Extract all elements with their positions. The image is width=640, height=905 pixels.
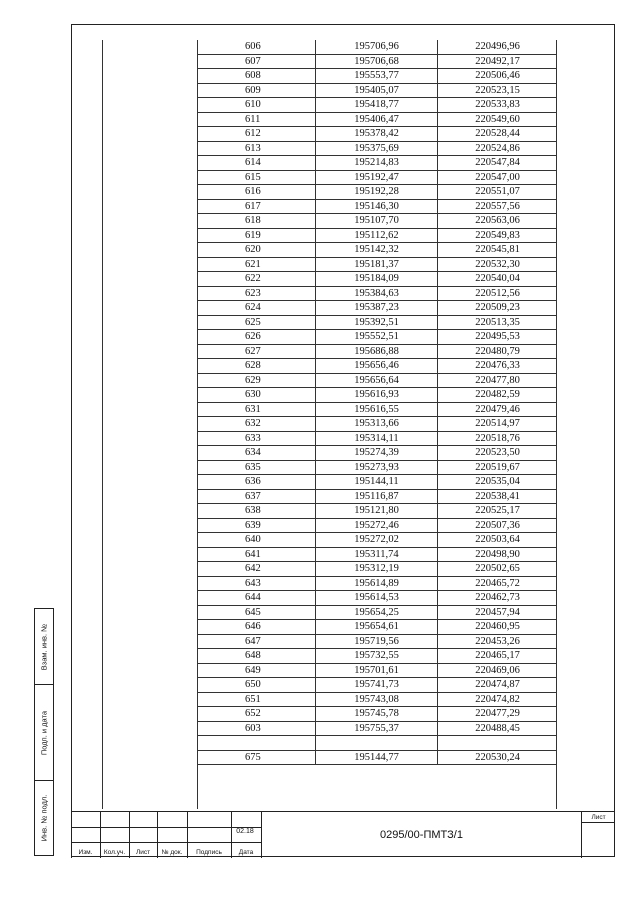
table-row [197,229,557,244]
x-coordinate-cell: 195384,63 [315,287,437,301]
point-number-cell: 633 [245,432,261,444]
point-number-cell: 621 [245,258,261,270]
table-row [197,620,557,635]
x-coordinate-cell: 195184,09 [315,272,437,286]
x-coordinate-cell: 195706,96 [315,40,437,54]
point-number-cell: 651 [245,693,261,705]
point-number-cell: 647 [245,635,261,647]
y-coordinate-cell: 220480,79 [437,345,557,359]
stamp-label-data: Дата [238,849,254,856]
point-number-cell: 644 [245,592,261,603]
y-coordinate-cell: 220502,65 [437,562,557,576]
point-number-cell: 617 [245,200,261,212]
table-row [197,562,557,577]
x-coordinate-cell: 195181,37 [315,258,437,272]
table-row [197,40,557,55]
table-row [197,461,557,476]
y-coordinate-cell: 220482,59 [437,388,557,402]
y-coordinate-cell: 220496,96 [437,40,557,54]
table-row [197,243,557,258]
table-row [197,287,557,302]
y-coordinate-cell: 220551,07 [437,185,557,199]
x-coordinate-cell: 195142,32 [315,243,437,257]
point-number-cell: 638 [245,505,261,516]
point-number-cell: 612 [245,128,261,139]
side-cell-podp [35,685,53,781]
point-number-cell: 628 [245,360,261,371]
point-number-cell: 640 [245,534,261,545]
x-coordinate-cell: 195745,78 [315,707,437,721]
table-row [197,591,557,606]
table-row [197,171,557,186]
x-coordinate-cell: 195107,70 [315,214,437,228]
point-number-cell: 649 [245,664,261,676]
point-number-cell: 630 [245,389,261,400]
x-coordinate-cell: 195406,47 [315,113,437,127]
y-coordinate-cell: 220532,30 [437,258,557,272]
x-coordinate-cell: 195312,19 [315,562,437,576]
y-coordinate-cell: 220476,33 [437,359,557,373]
x-coordinate-cell: 195272,46 [315,519,437,533]
y-coordinate-cell: 220492,17 [437,55,557,69]
table-row [197,504,557,519]
x-coordinate-cell: 195192,47 [315,171,437,185]
table-row [197,374,557,389]
point-number-cell: 607 [245,55,261,67]
x-coordinate-cell: 195273,93 [315,461,437,475]
table-row [197,272,557,287]
y-coordinate-cell: 220523,50 [437,446,557,460]
table-row [197,736,557,751]
table-row [197,548,557,563]
table-row [197,301,557,316]
x-coordinate-cell: 195701,61 [315,664,437,678]
table-row [197,649,557,664]
point-number-cell: 627 [245,345,261,357]
point-number-cell: 648 [245,650,261,661]
x-coordinate-cell: 195706,68 [315,55,437,69]
stamp-grid [71,812,261,858]
y-coordinate-cell: 220557,56 [437,200,557,214]
y-coordinate-cell: 220513,35 [437,316,557,330]
table-row [197,388,557,403]
y-coordinate-cell: 220563,06 [437,214,557,228]
point-number-cell: 614 [245,157,261,168]
point-number-cell: 608 [245,70,261,81]
title-block [71,811,615,857]
x-coordinate-cell: 195553,77 [315,69,437,83]
side-label-podp: Подп. и дата [39,710,49,755]
table-row [197,751,557,766]
y-coordinate-cell: 220545,81 [437,243,557,257]
x-coordinate-cell: 195387,23 [315,301,437,315]
table-row [197,403,557,418]
x-coordinate-cell: 195552,51 [315,330,437,344]
table-row [197,113,557,128]
point-number-cell: 637 [245,490,261,502]
x-coordinate-cell: 195392,51 [315,316,437,330]
stamp-label-podpis: Подпись [196,849,222,856]
table-row [197,69,557,84]
table-row [197,330,557,345]
table-row [197,475,557,490]
y-coordinate-cell: 220462,73 [437,591,557,605]
y-coordinate-cell: 220465,72 [437,577,557,591]
x-coordinate-cell: 195314,11 [315,432,437,446]
x-coordinate-cell: 195274,39 [315,446,437,460]
point-number-cell: 624 [245,302,261,313]
table-row [197,84,557,99]
side-cell-inv [35,781,53,855]
y-coordinate-cell: 220477,29 [437,707,557,721]
point-number-cell: 603 [245,722,261,734]
x-coordinate-cell: 195112,62 [315,229,437,243]
y-coordinate-cell: 220469,06 [437,664,557,678]
table-row [197,432,557,447]
sheet-label: Лист [582,814,615,823]
y-coordinate-cell: 220460,95 [437,620,557,634]
y-coordinate-cell: 220547,00 [437,171,557,185]
point-number-cell: 646 [245,621,261,632]
y-coordinate-cell: 220474,87 [437,678,557,692]
side-stamp [34,608,54,856]
side-label-inv: Инв. № подл. [39,794,49,842]
table-row [197,635,557,650]
y-coordinate-cell: 220507,36 [437,519,557,533]
point-number-cell [197,736,315,750]
stamp-label-kolvo: Кол.уч. [103,849,126,856]
y-coordinate-cell: 220538,41 [437,490,557,504]
point-number-cell: 632 [245,418,261,429]
y-coordinate-cell: 220514,97 [437,417,557,431]
x-coordinate-cell: 195313,66 [315,417,437,431]
table-row [197,693,557,708]
stamp-label-list: Лист [135,849,151,856]
y-coordinate-cell: 220498,90 [437,548,557,562]
stamp-date: 02.18 [236,828,254,835]
table-row [197,490,557,505]
y-coordinate-cell: 220533,83 [437,98,557,112]
point-number-cell: 618 [245,215,261,226]
y-coordinate-cell: 220495,53 [437,330,557,344]
x-coordinate-cell: 195378,42 [315,127,437,141]
y-coordinate-cell: 220503,64 [437,533,557,547]
table-row [197,258,557,273]
point-number-cell: 636 [245,476,261,487]
y-coordinate-cell: 220457,94 [437,606,557,620]
point-number-cell: 615 [245,171,261,183]
table-row [197,678,557,693]
x-coordinate-cell: 195719,56 [315,635,437,649]
document-number: 0295/00-ПМТЗ/1 [261,812,581,858]
x-coordinate-cell: 195418,77 [315,98,437,112]
table-row [197,606,557,621]
point-number-cell: 619 [245,229,261,241]
x-coordinate-cell: 195192,28 [315,185,437,199]
table-row [197,345,557,360]
point-number-cell: 652 [245,708,261,719]
stamp-label-izm: Изм. [78,849,93,856]
point-number-cell: 620 [245,244,261,255]
y-coordinate-cell: 220523,15 [437,84,557,98]
point-number-cell: 609 [245,84,261,96]
table-row [197,577,557,592]
y-coordinate-cell: 220535,04 [437,475,557,489]
point-number-cell: 641 [245,548,261,560]
table-row [197,156,557,171]
table-row [197,98,557,113]
point-number-cell: 625 [245,316,261,328]
y-coordinate-cell: 220465,17 [437,649,557,663]
table-row [197,316,557,331]
point-number-cell: 639 [245,519,261,531]
point-number-cell: 675 [245,751,261,763]
x-coordinate-cell: 195656,46 [315,359,437,373]
table-row [197,519,557,534]
y-coordinate-cell: 220540,04 [437,272,557,286]
point-number-cell: 613 [245,142,261,154]
x-coordinate-cell: 195146,30 [315,200,437,214]
y-coordinate-cell: 220530,24 [437,751,557,765]
x-coordinate-cell: 195616,93 [315,388,437,402]
point-number-cell: 616 [245,186,261,197]
point-number-cell: 606 [245,41,261,52]
y-coordinate-cell: 220509,23 [437,301,557,315]
x-coordinate-cell: 195311,74 [315,548,437,562]
y-coordinate-cell: 220518,76 [437,432,557,446]
x-coordinate-cell: 195732,55 [315,649,437,663]
point-number-cell: 631 [245,403,261,415]
x-coordinate-cell: 195654,25 [315,606,437,620]
x-coordinate-cell: 195686,88 [315,345,437,359]
point-number-cell: 626 [245,331,261,342]
table-row [197,185,557,200]
y-coordinate-cell [437,736,557,750]
y-coordinate-cell: 220549,83 [437,229,557,243]
y-coordinate-cell: 220512,56 [437,287,557,301]
x-coordinate-cell: 195116,87 [315,490,437,504]
x-coordinate-cell: 195375,69 [315,142,437,156]
y-coordinate-cell: 220506,46 [437,69,557,83]
y-coordinate-cell: 220524,86 [437,142,557,156]
y-coordinate-cell: 220488,45 [437,722,557,736]
table-row [197,446,557,461]
y-coordinate-cell: 220477,80 [437,374,557,388]
table-row [197,417,557,432]
table-row [197,55,557,70]
y-coordinate-cell: 220474,82 [437,693,557,707]
point-number-cell: 643 [245,577,261,589]
point-number-cell: 622 [245,273,261,284]
y-coordinate-cell: 220528,44 [437,127,557,141]
table-row [197,359,557,374]
x-coordinate-cell: 195755,37 [315,722,437,736]
x-coordinate-cell: 195144,77 [315,751,437,765]
side-label-vzam: Взам. инв. № [39,623,49,670]
sheet-cell [581,812,615,858]
x-coordinate-cell: 195743,08 [315,693,437,707]
table-row [197,214,557,229]
point-number-cell: 629 [245,374,261,386]
x-coordinate-cell: 195121,80 [315,504,437,518]
x-coordinate-cell [315,736,437,750]
x-coordinate-cell: 195614,53 [315,591,437,605]
stamp-label-ndok: № док. [161,849,183,856]
table-row [197,200,557,215]
x-coordinate-cell: 195214,83 [315,156,437,170]
x-coordinate-cell: 195272,02 [315,533,437,547]
x-coordinate-cell: 195614,89 [315,577,437,591]
point-number-cell: 623 [245,287,261,299]
y-coordinate-cell: 220549,60 [437,113,557,127]
x-coordinate-cell: 195741,73 [315,678,437,692]
x-coordinate-cell: 195654,61 [315,620,437,634]
table-row [197,533,557,548]
point-number-cell: 645 [245,606,261,618]
point-number-cell: 610 [245,99,261,110]
x-coordinate-cell: 195405,07 [315,84,437,98]
table-row [197,722,557,737]
y-coordinate-cell: 220547,84 [437,156,557,170]
table-row [197,707,557,722]
empty-column [102,40,197,809]
x-coordinate-cell: 195656,64 [315,374,437,388]
x-coordinate-cell: 195144,11 [315,475,437,489]
point-number-cell: 642 [245,563,261,574]
x-coordinate-cell: 195616,55 [315,403,437,417]
point-number-cell: 650 [245,679,261,690]
y-coordinate-cell: 220479,46 [437,403,557,417]
y-coordinate-cell: 220453,26 [437,635,557,649]
point-number-cell: 635 [245,461,261,473]
point-number-cell: 634 [245,447,261,458]
table-row [197,127,557,142]
y-coordinate-cell: 220525,17 [437,504,557,518]
y-coordinate-cell: 220519,67 [437,461,557,475]
table-row [197,142,557,157]
side-cell-vzam [35,609,53,685]
table-row [197,664,557,679]
point-number-cell: 611 [245,113,261,125]
